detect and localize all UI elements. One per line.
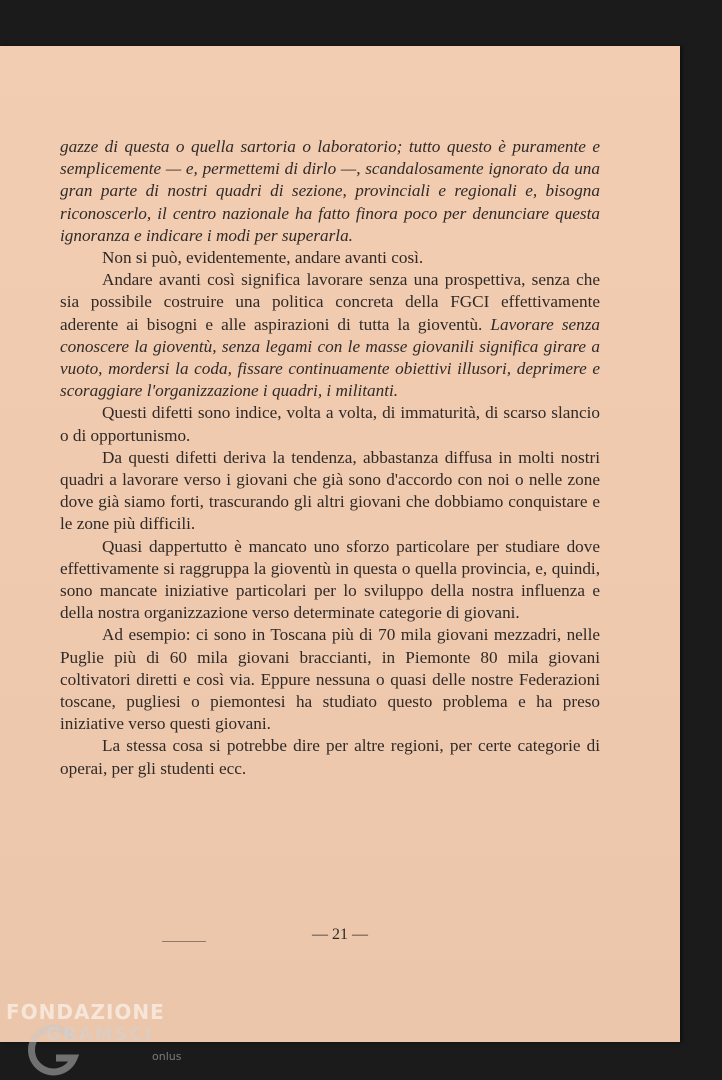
paragraph <box>60 735 600 779</box>
paragraph-text: Quasi dappertutto è mancato uno sforzo particolare per studiare dove effettivamente si raggruppa la gioventù in questa o quella provincia, e, quindi, sono mancate iniziative particolari per lo sviluppo della nostra influenza e della nostra organizzazione verso determinate categorie di giovani. <box>60 536 600 623</box>
paragraph <box>60 447 600 536</box>
watermark <box>6 1000 186 1080</box>
paragraph-text: La stessa cosa si potrebbe dire per altre regioni, per certe categorie di operai, per gli studenti ecc. <box>60 736 600 778</box>
paragraph <box>60 402 600 446</box>
watermark-text-onlus: onlus <box>152 1050 182 1063</box>
paragraph <box>60 624 600 735</box>
paragraph <box>60 269 600 402</box>
paragraph-text: Questi difetti sono indice, volta a volta, di immaturità, di scarso slancio o di opportunismo. <box>60 403 600 445</box>
paragraph <box>60 247 600 269</box>
paragraph-text: Ad esempio: ci sono in Toscana più di 70 mila giovani mezzadri, nelle Puglie più di 60 mila giovani braccianti, in Piemonte 80 mila giovani coltivatori diretti e così via. Eppure nessuna o quasi delle nostre Federazioni toscane, pugliesi o piemontesi ha studiato questo problema e ha preso iniziative verso questi giovani. <box>60 625 600 734</box>
page-number: — 21 — <box>312 926 368 943</box>
paragraph-text: gazze di questa o quella sartoria o laboratorio; tutto questo è puramente e semplicemente — e, permettemi di dirlo —, scandalosamente ignorato da una gran parte di nostri quadri di sezione, provinciali e regionali e, bisogna riconoscerlo, il centro nazionale ha fatto finora poco per denunciare questa ignoranza e indicare i modi per superarla. <box>60 137 600 245</box>
paragraph-text: Da questi difetti deriva la tendenza, abbastanza diffusa in molti nostri quadri a lavorare verso i giovani che già sono d'accordo con noi o nelle zone dove già siamo forti, trascurando gli altri giovani che dobbiamo conquistare e le zone più difficili. <box>60 447 600 534</box>
paragraph-text: Andare avanti così significa lavorare senza una prospettiva, senza che sia possibile costruire una politica concreta della FGCI effettivamente aderente ai bisogni e alle aspirazioni di tutta la gioventù. <box>60 270 600 334</box>
paragraph-text-italic: Lavorare senza conoscere la gioventù, senza legami con le masse giovanili significa girare a vuoto, mordersi la coda, fissare continuamente obiettivi illusori, deprimere e scoraggiare l'organizzazione i quadri, i militanti. <box>60 314 601 401</box>
watermark-text-gramsci: GRAMSCI <box>46 1024 154 1045</box>
book-page <box>0 46 680 1042</box>
paragraph <box>60 136 600 247</box>
page-body-text <box>60 136 600 780</box>
paragraph <box>60 536 600 625</box>
watermark-text-fondazione: FONDAZIONE <box>6 1000 165 1024</box>
paragraph-text: Non si può, evidentemente, andare avanti così. <box>102 248 424 268</box>
